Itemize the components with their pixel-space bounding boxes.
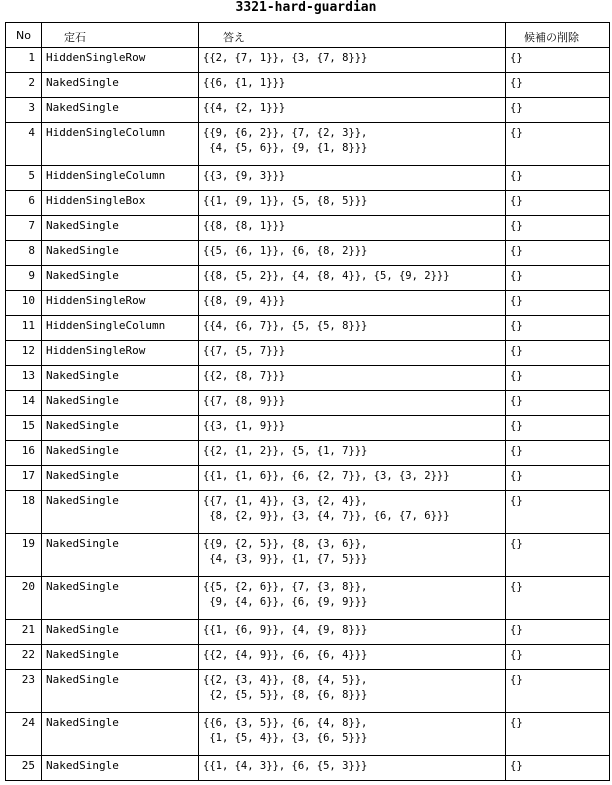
elimination-cell: {}	[506, 416, 610, 441]
table-row	[6, 341, 610, 366]
answer-cell	[199, 266, 506, 291]
answer-line: {{2, {8, 7}}}	[203, 370, 286, 382]
row-number: 18	[6, 491, 42, 534]
answer-cell	[199, 316, 506, 341]
table-row	[6, 713, 610, 756]
elimination-cell: {}	[506, 216, 610, 241]
answer-cell	[199, 491, 506, 534]
row-number: 24	[6, 713, 42, 756]
table-row	[6, 577, 610, 620]
technique-cell: NakedSingle	[42, 266, 199, 291]
technique-cell: HiddenSingleRow	[42, 291, 199, 316]
technique-cell: HiddenSingleColumn	[42, 316, 199, 341]
answer-cell	[199, 291, 506, 316]
technique-cell: NakedSingle	[42, 466, 199, 491]
elimination-cell: {}	[506, 266, 610, 291]
answer-line: {{4, {2, 1}}}	[203, 102, 286, 114]
answer-line: {{5, {6, 1}}, {6, {8, 2}}}	[203, 245, 368, 257]
elimination-cell: {}	[506, 713, 610, 756]
table-row	[6, 216, 610, 241]
row-number: 25	[6, 756, 42, 781]
table-row	[6, 316, 610, 341]
table-row	[6, 756, 610, 781]
answer-cell	[199, 341, 506, 366]
technique-cell: HiddenSingleRow	[42, 48, 199, 73]
row-number: 17	[6, 466, 42, 491]
answer-line: {4, {5, 6}}, {9, {1, 8}}}	[203, 142, 368, 154]
answer-line: {{7, {5, 7}}}	[203, 345, 286, 357]
technique-cell: NakedSingle	[42, 620, 199, 645]
technique-cell: NakedSingle	[42, 216, 199, 241]
header-no: No	[6, 23, 42, 48]
row-number: 11	[6, 316, 42, 341]
row-number: 8	[6, 241, 42, 266]
header-technique: 定石	[42, 23, 199, 48]
answer-line: {{2, {1, 2}}, {5, {1, 7}}}	[203, 445, 368, 457]
answer-cell	[199, 416, 506, 441]
header-answer: 答え	[199, 23, 506, 48]
technique-cell: NakedSingle	[42, 73, 199, 98]
elimination-cell: {}	[506, 316, 610, 341]
answer-cell	[199, 191, 506, 216]
technique-cell: NakedSingle	[42, 98, 199, 123]
answer-cell	[199, 577, 506, 620]
answer-cell	[199, 620, 506, 645]
technique-cell: NakedSingle	[42, 577, 199, 620]
answer-line: {4, {3, 9}}, {1, {7, 5}}}	[203, 553, 368, 565]
row-number: 6	[6, 191, 42, 216]
row-number: 23	[6, 670, 42, 713]
row-number: 22	[6, 645, 42, 670]
elimination-cell: {}	[506, 491, 610, 534]
answer-line: {{8, {5, 2}}, {4, {8, 4}}, {5, {9, 2}}}	[203, 270, 450, 282]
answer-cell	[199, 645, 506, 670]
elimination-cell: {}	[506, 620, 610, 645]
answer-line: {{2, {4, 9}}, {6, {6, 4}}}	[203, 649, 368, 661]
table-header-row	[6, 23, 610, 48]
technique-cell: NakedSingle	[42, 241, 199, 266]
table-row	[6, 191, 610, 216]
row-number: 21	[6, 620, 42, 645]
answer-cell	[199, 466, 506, 491]
row-number: 12	[6, 341, 42, 366]
elimination-cell: {}	[506, 123, 610, 166]
elimination-cell: {}	[506, 466, 610, 491]
row-number: 2	[6, 73, 42, 98]
answer-line: {{8, {8, 1}}}	[203, 220, 286, 232]
elimination-cell: {}	[506, 645, 610, 670]
row-number: 5	[6, 166, 42, 191]
elimination-cell: {}	[506, 341, 610, 366]
technique-cell: NakedSingle	[42, 534, 199, 577]
table-row	[6, 291, 610, 316]
table-row	[6, 73, 610, 98]
table-row	[6, 670, 610, 713]
elimination-cell: {}	[506, 577, 610, 620]
table-row	[6, 416, 610, 441]
technique-cell: HiddenSingleBox	[42, 191, 199, 216]
elimination-cell: {}	[506, 291, 610, 316]
answer-cell	[199, 756, 506, 781]
row-number: 15	[6, 416, 42, 441]
header-elimination: 候補の削除	[506, 23, 610, 48]
row-number: 1	[6, 48, 42, 73]
elimination-cell: {}	[506, 48, 610, 73]
technique-cell: HiddenSingleColumn	[42, 166, 199, 191]
technique-cell: NakedSingle	[42, 441, 199, 466]
technique-cell: NakedSingle	[42, 713, 199, 756]
answer-cell	[199, 534, 506, 577]
table-row	[6, 645, 610, 670]
table-row	[6, 491, 610, 534]
answer-cell	[199, 166, 506, 191]
technique-cell: NakedSingle	[42, 366, 199, 391]
row-number: 4	[6, 123, 42, 166]
answer-line: {{9, {6, 2}}, {7, {2, 3}},	[203, 127, 368, 139]
elimination-cell: {}	[506, 534, 610, 577]
table-row	[6, 466, 610, 491]
answer-cell	[199, 216, 506, 241]
answer-line: {{3, {9, 3}}}	[203, 170, 286, 182]
answer-cell	[199, 391, 506, 416]
answer-line: {{9, {2, 5}}, {8, {3, 6}},	[203, 538, 368, 550]
row-number: 14	[6, 391, 42, 416]
answer-line: {{6, {1, 1}}}	[203, 77, 286, 89]
answer-cell	[199, 73, 506, 98]
row-number: 10	[6, 291, 42, 316]
technique-cell: NakedSingle	[42, 391, 199, 416]
answer-line: {{6, {3, 5}}, {6, {4, 8}},	[203, 717, 368, 729]
technique-cell: NakedSingle	[42, 756, 199, 781]
technique-cell: NakedSingle	[42, 670, 199, 713]
answer-line: {{5, {2, 6}}, {7, {3, 8}},	[203, 581, 368, 593]
answer-line: {{1, {1, 6}}, {6, {2, 7}}, {3, {3, 2}}}	[203, 470, 450, 482]
row-number: 19	[6, 534, 42, 577]
elimination-cell: {}	[506, 391, 610, 416]
page-title: 3321-hard-guardian	[235, 0, 377, 15]
elimination-cell: {}	[506, 366, 610, 391]
answer-line: {{2, {3, 4}}, {8, {4, 5}},	[203, 674, 368, 686]
answer-line: {{1, {4, 3}}, {6, {5, 3}}}	[203, 760, 368, 772]
elimination-cell: {}	[506, 191, 610, 216]
technique-cell: HiddenSingleRow	[42, 341, 199, 366]
table-row	[6, 391, 610, 416]
table-row	[6, 366, 610, 391]
answer-cell	[199, 241, 506, 266]
elimination-cell: {}	[506, 98, 610, 123]
row-number: 3	[6, 98, 42, 123]
table-row	[6, 123, 610, 166]
answer-line: {9, {4, 6}}, {6, {9, 9}}}	[203, 596, 368, 608]
elimination-cell: {}	[506, 73, 610, 98]
table-row	[6, 266, 610, 291]
elimination-cell: {}	[506, 756, 610, 781]
technique-cell: NakedSingle	[42, 645, 199, 670]
elimination-cell: {}	[506, 441, 610, 466]
answer-cell	[199, 98, 506, 123]
table-row	[6, 441, 610, 466]
answer-cell	[199, 670, 506, 713]
answer-cell	[199, 441, 506, 466]
answer-line: {{1, {6, 9}}, {4, {9, 8}}}	[203, 624, 368, 636]
technique-cell: NakedSingle	[42, 416, 199, 441]
table-row	[6, 241, 610, 266]
elimination-cell: {}	[506, 670, 610, 713]
technique-cell: NakedSingle	[42, 491, 199, 534]
answer-line: {{1, {9, 1}}, {5, {8, 5}}}	[203, 195, 368, 207]
answer-line: {2, {5, 5}}, {8, {6, 8}}}	[203, 689, 368, 701]
table-row	[6, 620, 610, 645]
technique-cell: HiddenSingleColumn	[42, 123, 199, 166]
table-row	[6, 534, 610, 577]
answer-line: {1, {5, 4}}, {3, {6, 5}}}	[203, 732, 368, 744]
row-number: 7	[6, 216, 42, 241]
table-row	[6, 166, 610, 191]
elimination-cell: {}	[506, 241, 610, 266]
answer-cell	[199, 48, 506, 73]
answer-cell	[199, 366, 506, 391]
answer-cell	[199, 123, 506, 166]
solution-table	[5, 22, 610, 781]
answer-line: {{7, {8, 9}}}	[203, 395, 286, 407]
row-number: 13	[6, 366, 42, 391]
elimination-cell: {}	[506, 166, 610, 191]
answer-line: {{3, {1, 9}}}	[203, 420, 286, 432]
answer-cell	[199, 713, 506, 756]
row-number: 16	[6, 441, 42, 466]
answer-line: {8, {2, 9}}, {3, {4, 7}}, {6, {7, 6}}}	[203, 510, 450, 522]
row-number: 9	[6, 266, 42, 291]
table-row	[6, 48, 610, 73]
answer-line: {{7, {1, 4}}, {3, {2, 4}},	[203, 495, 368, 507]
answer-line: {{4, {6, 7}}, {5, {5, 8}}}	[203, 320, 368, 332]
row-number: 20	[6, 577, 42, 620]
table-row	[6, 98, 610, 123]
answer-line: {{8, {9, 4}}}	[203, 295, 286, 307]
answer-line: {{2, {7, 1}}, {3, {7, 8}}}	[203, 52, 368, 64]
